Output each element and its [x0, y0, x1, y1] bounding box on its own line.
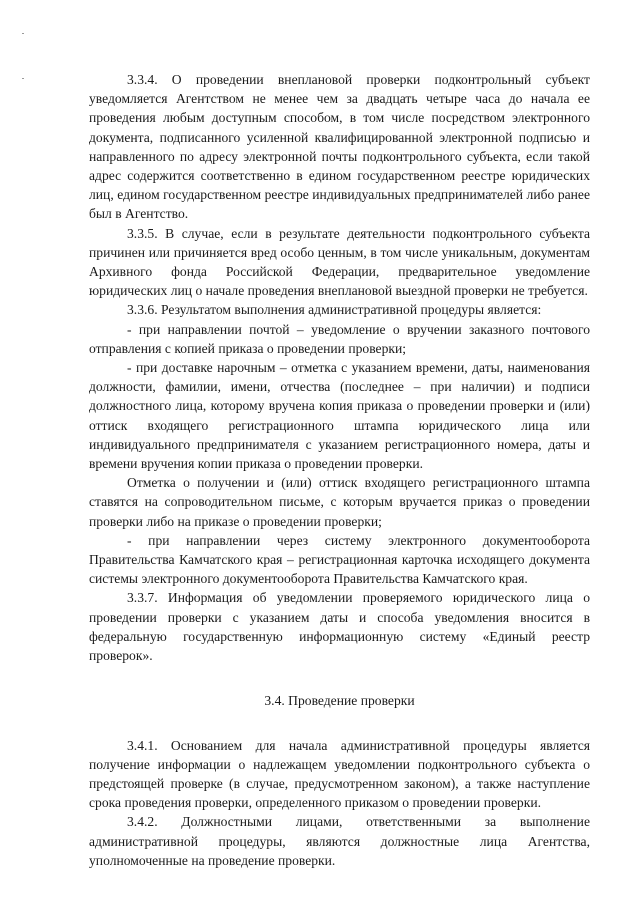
- paragraph-3-3-4: 3.3.4. О проведении внеплановой проверки подконтрольный субъект уведомляется Агентством не менее чем за двадцать четыре часа до начала ее проведения любым доступным способом, в том числе посредством электронного документа, подписанного усиленной квалифицированной электронной подписью и направленного по адресу электронной почты подконтрольного субъекта, если такой адрес содержится соответственно в едином государственном реестре юридических лиц, едином государственном реестре индивидуальных предпринимателей либо ранее был в Агентство.: [89, 72, 590, 222]
- paragraph-stamp-note: Отметка о получении и (или) оттиск входящего регистрационного штампа ставятся на сопроводительном письме, с которым вручается приказ о проведении проверки либо на приказе о проведении проверки;: [89, 475, 590, 529]
- scan-mark: [22, 33, 24, 34]
- list-item-electronic: - при направлении через систему электронного документооборота Правительства Камчатского края – регистрационная карточка исходящего документа системы электронного документооборота Правительства Камчатского края.: [89, 532, 590, 587]
- document-body: [89, 70, 590, 870]
- section-heading: 3.4. Проведение проверки: [264, 693, 415, 709]
- list-item-courier: - при доставке нарочным – отметка с указанием времени, даты, наименования должности, фамилии, имени, отчества (последнее – при наличии) и подписи должностного лица, которому вручена копия приказа о проведении проверки и (или) оттиск входящего регистрационного штампа юридического лица или индивидуального предпринимателя с указанием регистрационного номера, даты и времени вручения копии приказа о проведении проверки.: [89, 360, 590, 472]
- paragraph-3-4-2: 3.4.2. Должностными лицами, ответственными за выполнение административной процедуры, являются должностные лица Агентства, уполномоченные на проведение проверки.: [89, 814, 590, 868]
- scan-mark: [22, 78, 24, 79]
- list-item-post: - при направлении почтой – уведомление о вручении заказного почтового отправления с копией приказа о проведении проверки;: [89, 321, 590, 356]
- paragraph-3-3-7: 3.3.7. Информация об уведомлении проверяемого юридического лица о проведении проверки с указанием даты и способа уведомления вносится в федеральную государственную информационную систему «Единый реестр проверок».: [89, 590, 590, 664]
- paragraph-3-3-5: 3.3.5. В случае, если в результате деятельности подконтрольного субъекта причинен или причиняется вред особо ценным, в том числе уникальным, документам Архивного фонда Российской Федерации, предварительное уведомление юридических лиц о начале проведения внеплановой выездной проверки не требуется.: [89, 225, 590, 299]
- paragraph-3-3-6: 3.3.6. Результатом выполнения административной процедуры является:: [127, 302, 542, 318]
- paragraph-3-4-1: 3.4.1. Основанием для начала административной процедуры является получение информации о надлежащем уведомлении подконтрольного субъекта о предстоящей проверке (в случае, предусмотренном законом), а также наступление срока проведения проверки, определенного приказом о проведении проверки.: [89, 737, 590, 811]
